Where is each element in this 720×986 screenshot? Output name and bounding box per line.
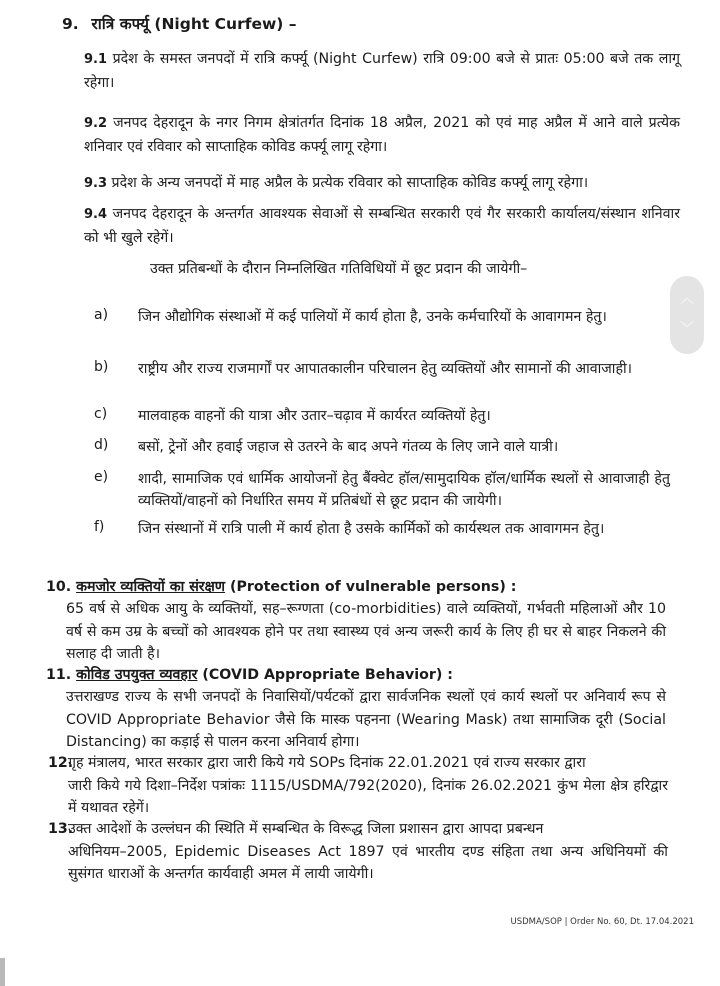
list-item-text: जिन औद्योगिक संस्थाओं में कई पालियों में कार्य होता है, उनके कर्मचारियों के आवागमन हेतु। <box>138 309 607 325</box>
section-11-heading <box>46 665 453 684</box>
paragraph-text: जनपद देहरादून के नगर निगम क्षेत्रांतर्गत दिनांक 18 अप्रैल, 2021 को एवं माह अप्रैल में आने वाले प्रत्येक शनिवार एवं रविवार को साप्ताहिक कोविड कर्फ्यू लागू रहेगा। <box>84 115 680 155</box>
paragraph-text: जनपद देहरादून के अन्तर्गत आवश्यक सेवाओं से सम्बन्धित सरकारी एवं गैर सरकारी कार्यालय/संस्थान शनिवार को भी खुले रहेगें। <box>84 206 681 246</box>
scroll-edge-indicator <box>0 958 5 986</box>
list-item-text: शादी, सामाजिक एवं धार्मिक आयोजनों हेतु बैंक्वेट हॉल/सामुदायिक हॉल/धार्मिक स्थलों से आवाजाही हेतु व्यक्तियों/वाहनों को निर्धारित समय में प्रतिबंधों से छूट प्रदान की जायेगी। <box>138 471 670 509</box>
section-number: 11. <box>46 667 72 683</box>
paragraph-number: 9.3 <box>84 176 108 191</box>
section-12 <box>48 752 668 820</box>
section-title-english: (COVID Appropriate Behavior) : <box>202 667 453 683</box>
paragraph-number: 9.2 <box>84 116 108 131</box>
section-text-rest: अधिनियम–2005, Epidemic Diseases Act 1897 एवं भारतीय दण्ड संहिता तथा अन्य अधिनियमों की सुसंगत धाराओं के अन्तर्गत कार्यवाही अमल में लायी जायेगी। <box>68 843 668 882</box>
list-item-label: d) <box>94 437 109 453</box>
paragraph-9-1 <box>84 48 680 95</box>
section-text-first-line: उक्त आदेशों के उल्लंघन की स्थिति में सम्बन्धित के विरूद्ध जिला प्रशासन द्वारा आपदा प्रबन्धन <box>68 821 544 837</box>
paragraph-9-2 <box>84 112 680 159</box>
list-item-text: मालवाहक वाहनों की यात्रा और उतार–चढ़ाव में कार्यरत व्यक्तियों हेतु। <box>138 408 491 424</box>
section-number: 10. <box>46 579 72 595</box>
list-item-label: a) <box>94 307 109 323</box>
section-title: रात्रि कर्फ्यू (Night Curfew) – <box>91 15 297 33</box>
list-item-label: b) <box>94 359 109 375</box>
list-item-text: जिन संस्थानों में रात्रि पाली में कार्य होता है उसके कार्मिकों को कार्यस्थल तक आवागमन हेतु। <box>138 521 605 537</box>
paragraph-text: प्रदेश के अन्य जनपदों में माह अप्रैल के प्रत्येक रविवार को साप्ताहिक कोविड कर्फ्यू लागू रहेगा। <box>111 175 589 191</box>
section-text-first-line: गृह मंत्रालय, भारत सरकार द्वारा जारी किये गये SOPs दिनांक 22.01.2021 एवं राज्य सरकार द्वारा <box>68 755 586 771</box>
paragraph-9-3 <box>84 172 680 196</box>
list-item-label: e) <box>94 469 109 485</box>
paragraph-9-4 <box>84 203 680 250</box>
paragraph-text: प्रदेश के समस्त जनपदों में रात्रि कर्फ्यू (Night Curfew) रात्रि 09:00 बजे से प्रातः 05:00 बजे तक लागू रहेगा। <box>84 51 680 91</box>
section-9-heading <box>62 12 297 34</box>
page-scroll-control[interactable] <box>670 276 704 354</box>
page-footer: USDMA/SOP | Order No. 60, Dt. 17.04.2021 <box>510 917 694 927</box>
section-number: 13. <box>48 821 74 837</box>
chevron-up-icon[interactable]: ︿ <box>680 291 694 307</box>
section-number: 12. <box>48 755 74 771</box>
section-10-body: 65 वर्ष से अधिक आयु के व्यक्तियों, सह–रूग्णता (co-morbidities) वाले व्यक्तियों, गर्भवती महिलाओं और 10 वर्ष से कम उम्र के बच्चों को आवश्यक होने पर तथा स्वास्थ्य एवं अन्य जरूरी कार्य के लिए ही घर से बाहर निकलने की सलाह दी जाती है। <box>66 601 666 662</box>
section-13 <box>48 818 668 886</box>
list-item-label: f) <box>94 519 105 535</box>
section-title-hindi: कोविड उपयुक्त व्यवहार <box>76 667 198 683</box>
list-item-text: राष्ट्रीय और राज्य राजमार्गों पर आपातकालीन परिचालन हेतु व्यक्तियों और सामानों की आवाजाही। <box>138 361 633 377</box>
section-text-rest: जारी किये गये दिशा–निर्देश पत्रांकः 1115/USDMA/792(2020), दिनांक 26.02.2021 कुंभ मेला क्षेत्र हरिद्वार में यथावत रहेगें। <box>68 777 668 816</box>
paragraph-number: 9.4 <box>84 207 108 222</box>
section-title-hindi: कमजोर व्यक्तियों का संरक्षण <box>76 579 226 595</box>
section-10-heading <box>46 577 516 596</box>
section-number: 9. <box>62 15 79 33</box>
chevron-down-icon[interactable]: ﹀ <box>680 321 694 337</box>
section-title-english: (Protection of vulnerable persons) : <box>230 579 517 595</box>
list-item-label: c) <box>94 406 108 422</box>
exemption-intro: उक्त प्रतिबन्धों के दौरान निम्नलिखित गतिविधियों में छूट प्रदान की जायेगी– <box>150 261 528 277</box>
paragraph-number: 9.1 <box>84 52 108 67</box>
section-11-body: उत्तराखण्ड राज्य के सभी जनपदों के निवासियों/पर्यटकों द्वारा सार्वजनिक स्थलों एवं कार्य स्थलों पर अनिवार्य रूप से COVID Appropriate Behavior जैसे कि मास्क पहनना (Wearing Mask) तथा सामाजिक दूरी (Social Distancing) का कड़ाई से पालन करना अनिवार्य होगा। <box>66 689 666 750</box>
list-item-text: बसों, ट्रेनों और हवाई जहाज से उतरने के बाद अपने गंतव्य के लिए जाने वाले यात्री। <box>138 439 559 455</box>
